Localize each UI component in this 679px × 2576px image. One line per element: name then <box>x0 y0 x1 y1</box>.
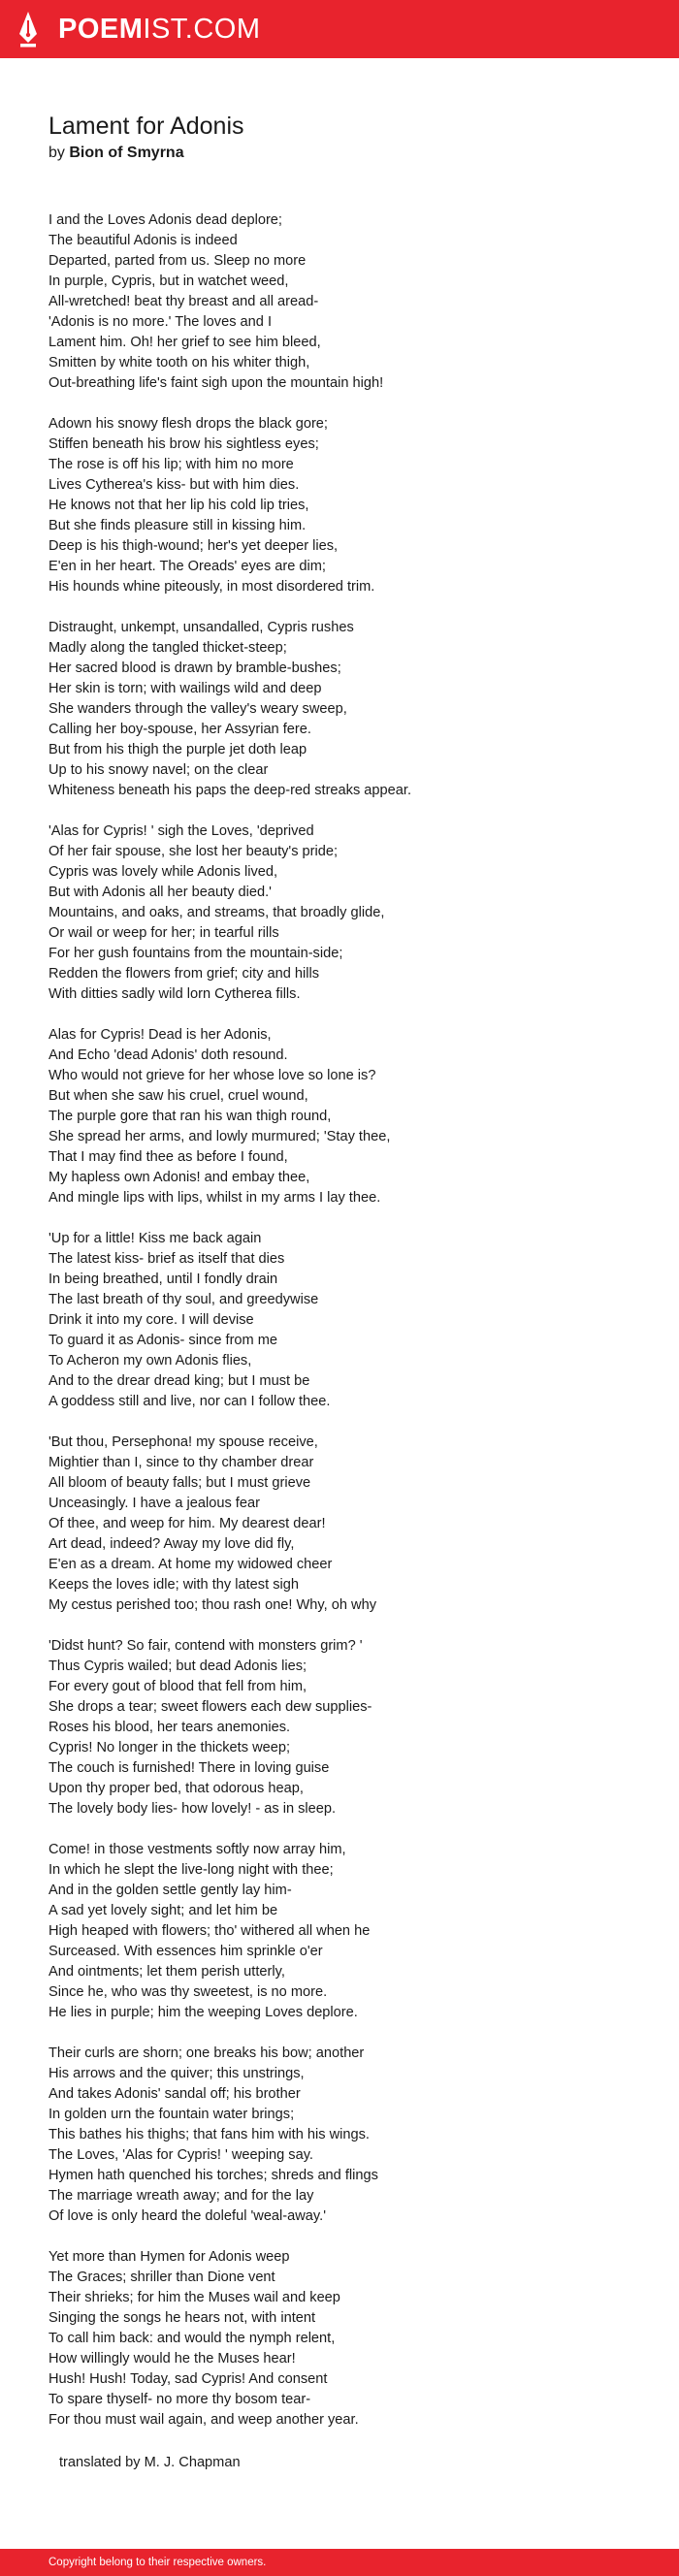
poem-stanza <box>48 2247 650 2431</box>
poem-line: Of love is only heard the doleful 'weal-away.' <box>48 2208 326 2224</box>
poem-line: Mightier than I, since to thy chamber drear <box>48 1455 314 1470</box>
poem-line: This bathes his thighs; that fans him with his wings. <box>48 2127 370 2142</box>
poem-line: And to the drear dread king; but I must be <box>48 1373 310 1389</box>
poem-line: But from his thigh the purple jet doth leap <box>48 742 307 757</box>
poem-line: 'Alas for Cypris! ' sigh the Loves, 'deprived <box>48 823 314 839</box>
poem-line: Alas for Cypris! Dead is her Adonis, <box>48 1027 272 1043</box>
poem-line: To Acheron my own Adonis flies, <box>48 1353 252 1368</box>
poem-line: For thou must wail again, and weep another year. <box>48 2412 359 2428</box>
poem-line: Departed, parted from us. Sleep no more <box>48 253 307 269</box>
poem-line: Who would not grieve for her whose love so lone is? <box>48 1068 376 1083</box>
poem-line: For every gout of blood that fell from him, <box>48 1679 307 1694</box>
poem-line: To guard it as Adonis- since from me <box>48 1333 278 1348</box>
poem-line: The Graces; shriller than Dione vent <box>48 2270 275 2285</box>
poem-line: A sad yet lovely sight; and let him be <box>48 1903 278 1918</box>
poem-line: The latest kiss- brief as itself that dies <box>48 1251 285 1267</box>
pen-nib-icon[interactable] <box>17 11 39 48</box>
poem-line: She wanders through the valley's weary sweep, <box>48 701 347 717</box>
poem-line: Lives Cytherea's kiss- but with him dies. <box>48 477 300 493</box>
poem-line: To spare thyself- no more thy bosom tear- <box>48 2392 311 2407</box>
poem-line: He lies in purple; him the weeping Loves deplore. <box>48 2005 358 2020</box>
poem-stanza <box>48 2044 650 2227</box>
poem-line: The lovely body lies- how lovely! - as in sleep. <box>48 1801 337 1817</box>
poem-line: Their shrieks; for him the Muses wail and keep <box>48 2290 340 2305</box>
logo-bold-text: POEM <box>58 14 144 45</box>
poem-line: Hush! Hush! Today, sad Cypris! And consent <box>48 2371 328 2387</box>
poem-body <box>48 210 650 2451</box>
poem-line: 'But thou, Persephona! my spouse receive, <box>48 1434 318 1450</box>
poem-line: Deep is his thigh-wound; her's yet deeper lies, <box>48 538 339 554</box>
poem-line: My hapless own Adonis! and embay thee, <box>48 1170 310 1185</box>
poem-stanza <box>48 1840 650 2023</box>
byline-prefix: by <box>48 145 65 161</box>
poem-line: And in the golden settle gently lay him- <box>48 1883 292 1898</box>
poem-line: Roses his blood, her tears anemonies. <box>48 1720 291 1735</box>
poem-stanza <box>48 1433 650 1616</box>
poem-line: Stiffen beneath his brow his sightless eyes; <box>48 436 319 452</box>
poem-line: I and the Loves Adonis dead deplore; <box>48 212 282 228</box>
poem-line: All-wretched! beat thy breast and all aread- <box>48 294 319 309</box>
poem-line: He knows not that her lip his cold lip tries, <box>48 498 309 513</box>
poem-line: Mountains, and oaks, and streams, that broadly glide, <box>48 905 385 920</box>
poem-line: His arrows and the quiver; this unstrings, <box>48 2066 305 2081</box>
poem-line: The purple gore that ran his wan thigh round, <box>48 1109 332 1124</box>
poem-line: But when she saw his cruel, cruel wound, <box>48 1088 308 1104</box>
poem-stanza <box>48 1636 650 1819</box>
poem-line: Surceased. With essences him sprinkle o'er <box>48 1944 323 1959</box>
poem-line: Unceasingly. I have a jealous fear <box>48 1496 260 1511</box>
poem-line: Come! in those vestments softly now array him, <box>48 1842 346 1857</box>
poem-line: And ointments; let them perish utterly, <box>48 1964 285 1980</box>
poem-line: How willingly would he the Muses hear! <box>48 2351 296 2367</box>
poem-line: And Echo 'dead Adonis' doth resound. <box>48 1047 288 1063</box>
poem-line: Redden the flowers from grief; city and hills <box>48 966 320 982</box>
poem-line: 'Adonis is no more.' The loves and I <box>48 314 273 330</box>
poem-line: Up to his snowy navel; on the clear <box>48 762 269 778</box>
poem-line: Upon thy proper bed, that odorous heap, <box>48 1781 304 1796</box>
poem-line: And mingle lips with lips, whilst in my arms I lay thee. <box>48 1190 381 1206</box>
poem-line: In which he slept the live-long night with thee; <box>48 1862 334 1878</box>
poem-line: His hounds whine piteously, in most disordered trim. <box>48 579 375 595</box>
poem-title: Lament for Adonis <box>48 113 244 140</box>
poem-line: Of thee, and weep for him. My dearest dear! <box>48 1516 326 1531</box>
poem-line: Her sacred blood is drawn by bramble-bushes; <box>48 660 341 676</box>
poem-line: 'Up for a little! Kiss me back again <box>48 1231 262 1246</box>
poem-line: Since he, who was thy sweetest, is no more. <box>48 1984 328 2000</box>
poem-line: Whiteness beneath his paps the deep-red streaks appear. <box>48 783 412 798</box>
poem-line: Adown his snowy flesh drops the black gore; <box>48 416 328 432</box>
poem-line: She drops a tear; sweet flowers each dew supplies- <box>48 1699 372 1715</box>
poem-stanza <box>48 821 650 1005</box>
poem-line: But she finds pleasure still in kissing him. <box>48 518 307 533</box>
poem-line: The last breath of thy soul, and greedywise <box>48 1292 319 1307</box>
site-logo[interactable] <box>58 14 261 45</box>
poem-line: My cestus perished too; thou rash one! Why, oh why <box>48 1597 376 1613</box>
poem-byline <box>48 144 184 163</box>
copyright-notice: Copyright belong to their respective owners. <box>48 2557 267 2568</box>
poem-line: The rose is off his lip; with him no more <box>48 457 294 472</box>
poem-line: A goddess still and live, nor can I follow thee. <box>48 1394 331 1409</box>
poem-line: All bloom of beauty falls; but I must grieve <box>48 1475 311 1491</box>
poem-line: With ditties sadly wild lorn Cytherea fills. <box>48 986 301 1002</box>
site-footer <box>0 2549 679 2576</box>
poem-line: Or wail or weep for her; in tearful rills <box>48 925 279 941</box>
poem-line: Drink it into my core. I will devise <box>48 1312 254 1328</box>
poem-stanza <box>48 1229 650 1412</box>
site-header <box>0 0 679 58</box>
poem-line: Their curls are shorn; one breaks his bow; another <box>48 2045 365 2061</box>
logo-light-text: IST.COM <box>143 14 261 45</box>
poem-line: In purple, Cypris, but in watchet weed, <box>48 274 289 289</box>
poem-line: Smitten by white tooth on his whiter thigh, <box>48 355 310 370</box>
poem-line: Hymen hath quenched his torches; shreds and flings <box>48 2168 378 2183</box>
poem-line: Cypris! No longer in the thickets weep; <box>48 1740 291 1755</box>
poem-line: High heaped with flowers; tho' withered all when he <box>48 1923 371 1939</box>
poem-line: Out-breathing life's faint sigh upon the mountain high! <box>48 375 384 391</box>
poem-line: Keeps the loves idle; with thy latest sigh <box>48 1577 299 1593</box>
poem-line: In being breathed, until I fondly drain <box>48 1272 278 1287</box>
poem-line: And takes Adonis' sandal off; his brother <box>48 2086 301 2102</box>
poem-line: But with Adonis all her beauty died.' <box>48 885 272 900</box>
poem-author[interactable]: Bion of Smyrna <box>69 145 184 161</box>
poem-line: Art dead, indeed? Away my love did fly, <box>48 1536 295 1552</box>
poem-line: The Loves, 'Alas for Cypris! ' weeping say. <box>48 2147 313 2163</box>
poem-line: 'Didst hunt? So fair, contend with monsters grim? ' <box>48 1638 363 1654</box>
poem-line: The couch is furnished! There in loving guise <box>48 1760 330 1776</box>
poem-line: That I may find thee as before I found, <box>48 1149 288 1165</box>
poem-line: In golden urn the fountain water brings; <box>48 2107 295 2122</box>
poem-line: For her gush fountains from the mountain-side; <box>48 946 343 961</box>
poem-line: Singing the songs he hears not, with intent <box>48 2310 316 2326</box>
translator-credit: translated by M. J. Chapman <box>59 2455 241 2470</box>
poem-line: E'en in her heart. The Oreads' eyes are dim; <box>48 559 326 574</box>
poem-line: Of her fair spouse, she lost her beauty's pride; <box>48 844 339 859</box>
poem-line: She spread her arms, and lowly murmured; 'Stay thee, <box>48 1129 391 1144</box>
poem-line: Her skin is torn; with wailings wild and deep <box>48 681 322 696</box>
poem-line: E'en as a dream. At home my widowed cheer <box>48 1557 333 1572</box>
poem-stanza <box>48 618 650 801</box>
poem-line: To call him back: and would the nymph relent, <box>48 2331 336 2346</box>
poem-line: Thus Cypris wailed; but dead Adonis lies; <box>48 1658 307 1674</box>
poem-stanza <box>48 1025 650 1208</box>
poem-line: Calling her boy-spouse, her Assyrian fere. <box>48 722 311 737</box>
poem-line: The beautiful Adonis is indeed <box>48 233 238 248</box>
poem-line: Cypris was lovely while Adonis lived, <box>48 864 278 880</box>
poem-line: Yet more than Hymen for Adonis weep <box>48 2249 290 2265</box>
poem-line: Distraught, unkempt, unsandalled, Cypris rushes <box>48 620 354 635</box>
poem-line: Lament him. Oh! her grief to see him bleed, <box>48 335 321 350</box>
poem-stanza <box>48 414 650 597</box>
poem-line: The marriage wreath away; and for the lay <box>48 2188 314 2204</box>
poem-line: Madly along the tangled thicket-steep; <box>48 640 287 656</box>
poem-stanza <box>48 210 650 394</box>
